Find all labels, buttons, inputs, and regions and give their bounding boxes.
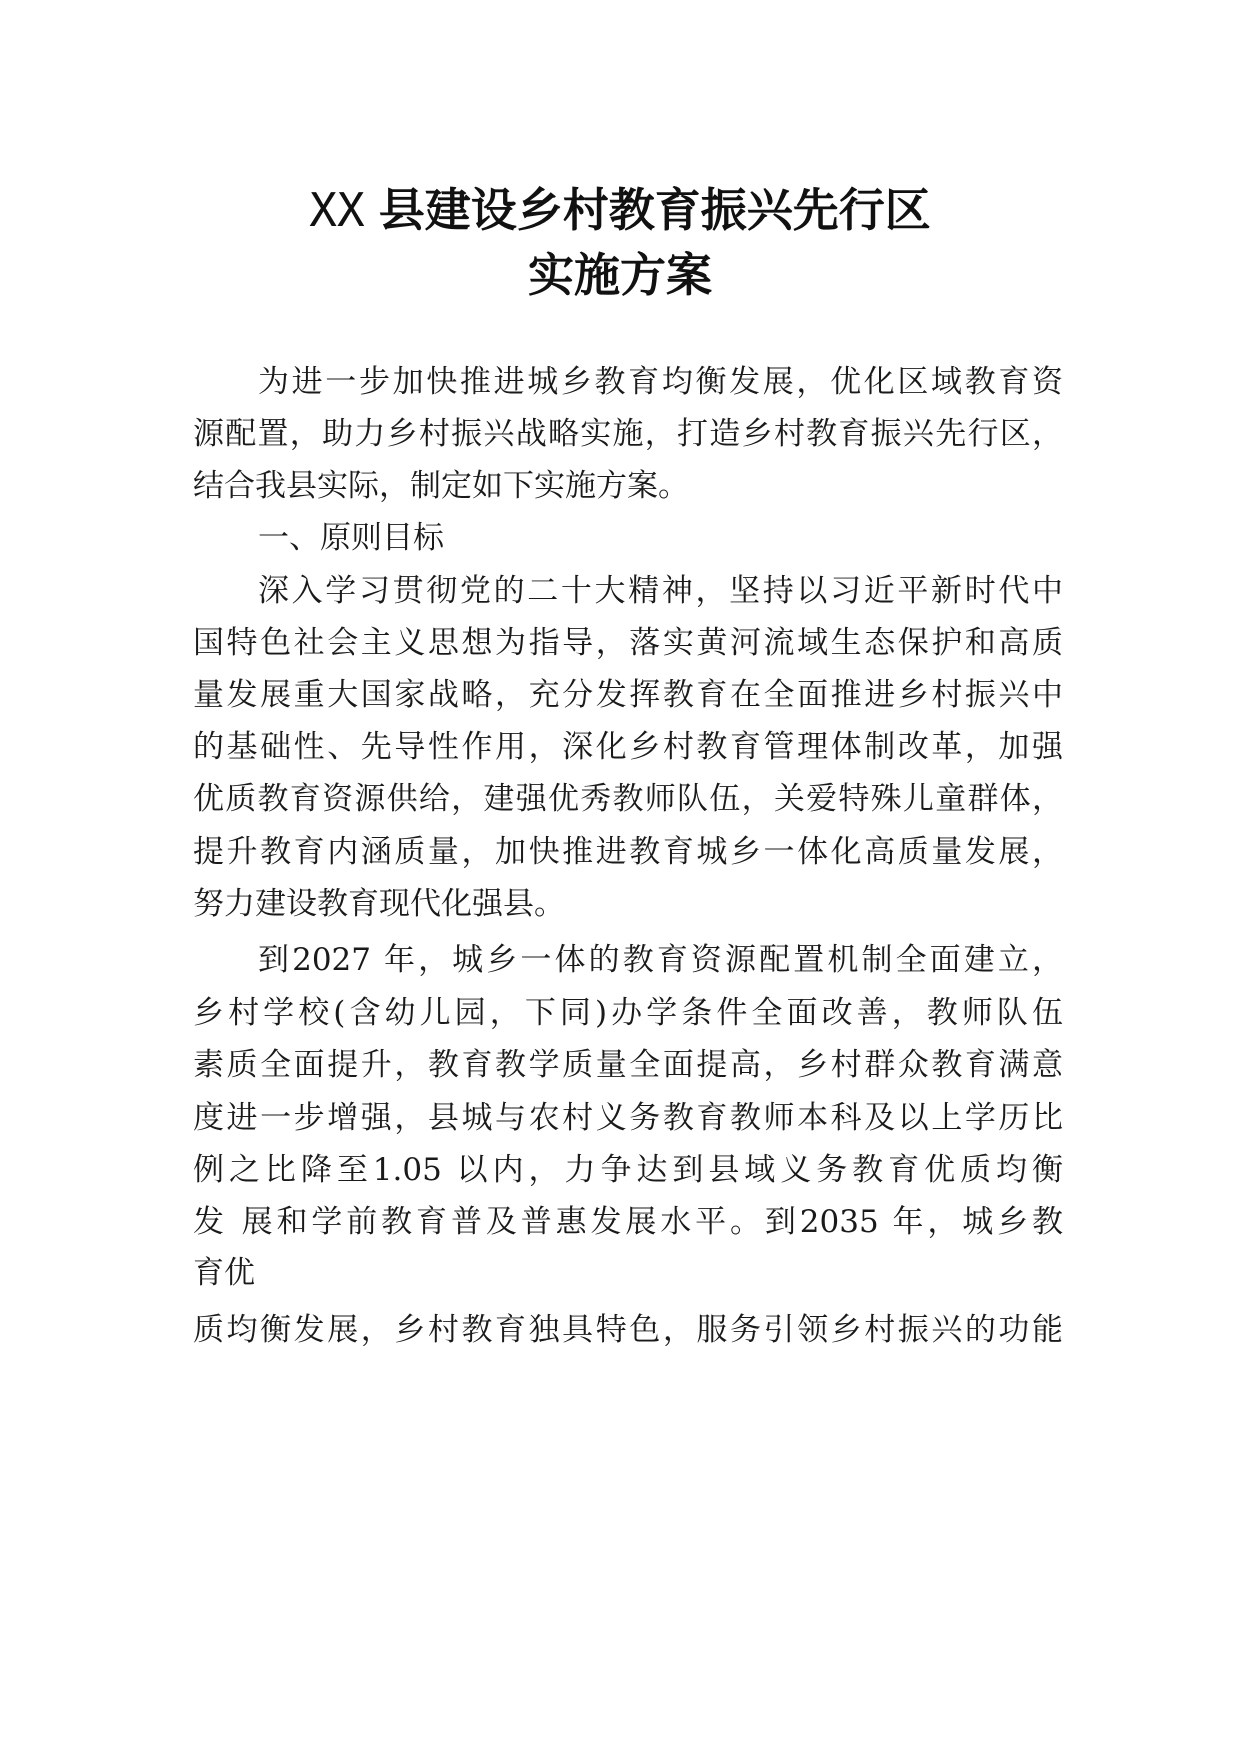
title-main: 县建设乡村教育振兴先行区 [378,183,931,237]
document-title-line-2: 实施方案 [528,248,712,302]
body-line: 深入学习贯彻党的二十大精神，坚持以习近平新时代中 [258,573,1063,609]
document-title-line-1 [0,180,1240,240]
body-line: 乡村学校(含幼儿园，下同)办学条件全面改善，教师队伍 [193,995,1063,1031]
body-line: 度进一步增强，县城与农村义务教育教师本科及以上学历比 [193,1100,1063,1136]
body-line: 国特色社会主义思想为指导，落实黄河流域生态保护和高质 [193,625,1063,661]
body-line: 例之比降至1.05 以内，力争达到县域义务教育优质均衡 [193,1152,1063,1188]
body-line: 育优 [193,1255,255,1291]
title-prefix: XX [309,183,365,237]
body-line: 素质全面提升，教育教学质量全面提高，乡村群众教育满意 [193,1047,1063,1083]
body-line: 的基础性、先导性作用，深化乡村教育管理体制改革，加强 [193,729,1063,765]
section-heading: 一、原则目标 [258,520,444,556]
body-line: 为进一步加快推进城乡教育均衡发展，优化区域教育资 [258,364,1063,400]
body-line: 结合我县实际，制定如下实施方案。 [193,468,689,504]
body-line: 优质教育资源供给，建强优秀教师队伍，关爱特殊儿童群体， [193,781,1063,817]
body-line: 提升教育内涵质量，加快推进教育城乡一体化高质量发展， [193,834,1063,870]
body-line: 源配置，助力乡村振兴战略实施，打造乡村教育振兴先行区， [193,416,1063,452]
body-line: 到2027 年，城乡一体的教育资源配置机制全面建立， [258,942,1063,978]
body-line: 量发展重大国家战略，充分发挥教育在全面推进乡村振兴中 [193,677,1063,713]
body-line: 努力建设教育现代化强县。 [193,886,565,922]
body-line: 发 展和学前教育普及普惠发展水平。到2035 年，城乡教 [193,1204,1063,1240]
body-line: 质均衡发展，乡村教育独具特色，服务引领乡村振兴的功能 [193,1312,1063,1348]
